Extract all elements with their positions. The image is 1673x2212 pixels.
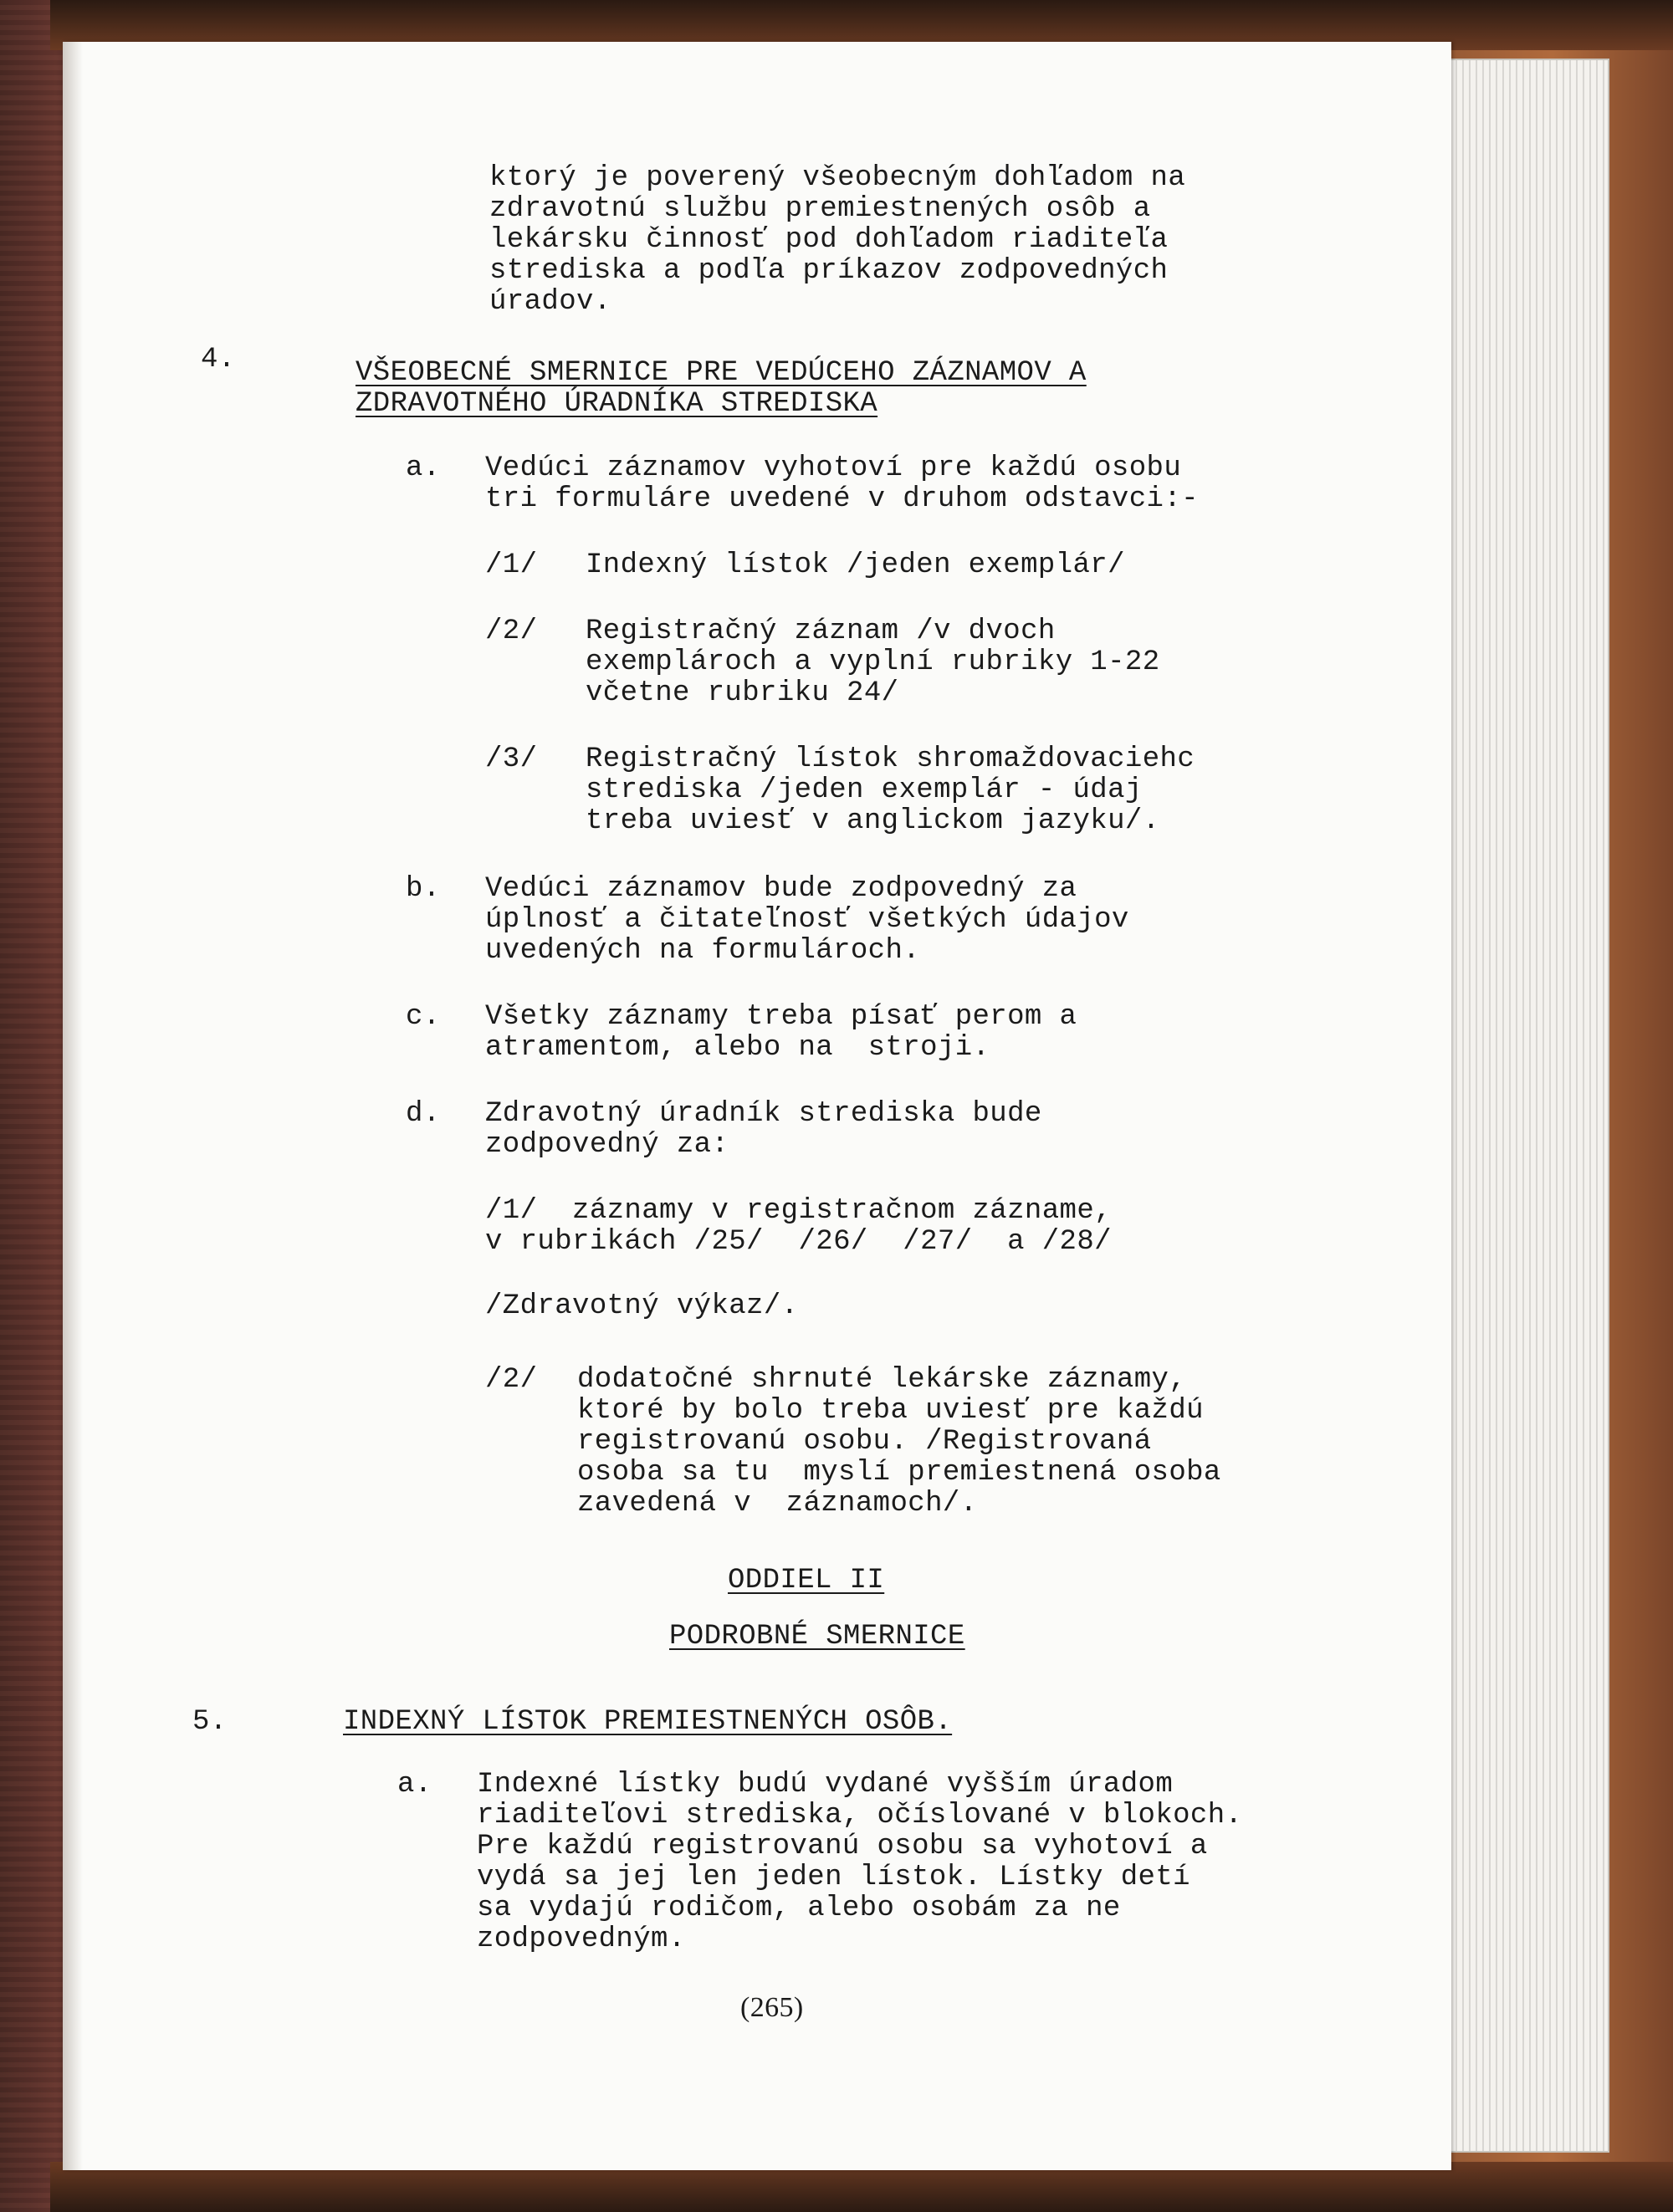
paragraph-line: riaditeľovi strediska, očíslované v blokoch.	[477, 1800, 1243, 1831]
section-heading: VŠEOBECNÉ SMERNICE PRE VEDÚCEHO ZÁZNAMOV A	[356, 357, 1087, 389]
subitem-line: Indexný lístok /jeden exemplár/	[586, 549, 1125, 581]
paragraph-line: zodpovedným.	[477, 1923, 686, 1955]
paragraph-line: Zdravotný úradník strediska bude	[485, 1098, 1042, 1130]
subitem-line: /1/ záznamy v registračnom zázname,	[485, 1195, 1112, 1227]
subitem-line: zavedená v záznamoch/.	[577, 1488, 978, 1520]
part-subtitle: PODROBNÉ SMERNICE	[669, 1621, 965, 1653]
item-marker: b.	[406, 873, 441, 905]
item-marker: a.	[397, 1769, 432, 1801]
subitem-line: Registračný lístok shromaždovaciehc	[586, 743, 1195, 775]
subitem-line: /Zdravotný výkaz/.	[485, 1290, 799, 1322]
subitem-line: v rubrikách /25/ /26/ /27/ a /28/	[485, 1226, 1112, 1258]
subitem-line: včetne rubriku 24/	[586, 677, 899, 709]
paragraph-line: úplnosť a čitateľnosť všetkých údajov	[485, 904, 1129, 936]
paragraph-line: vydá sa jej len jeden lístok. Lístky detí	[477, 1862, 1190, 1893]
page-gutter-shadow	[63, 42, 83, 2170]
page-number: (265)	[740, 1992, 804, 2023]
item-marker: d.	[406, 1098, 441, 1130]
document-page	[63, 42, 1451, 2170]
paragraph-line: uvedených na formulároch.	[485, 935, 921, 967]
subitem-line: registrovanú osobu. /Registrovaná	[577, 1426, 1152, 1458]
subitem-number: /2/	[485, 616, 538, 647]
paragraph-line: atramentom, alebo na stroji.	[485, 1032, 990, 1064]
paragraph-line: tri formuláre uvedené v druhom odstavci:-	[485, 483, 1199, 515]
paragraph-line: Vedúci záznamov vyhotoví pre každú osobu	[485, 452, 1182, 484]
subitem-line: strediska /jeden exemplár - údaj	[586, 774, 1143, 806]
subitem-line: exemplároch a vyplní rubriky 1-22	[586, 646, 1160, 678]
intro-line: zdravotnú službu premiestnených osôb a	[489, 193, 1151, 225]
subitem-number: /2/	[485, 1364, 538, 1396]
subitem-number: /3/	[485, 743, 538, 775]
subitem-line: ktoré by bolo treba uviesť pre každú	[577, 1395, 1204, 1427]
book-spine-cloth	[0, 0, 67, 2212]
intro-line: strediska a podľa príkazov zodpovedných	[489, 255, 1169, 287]
intro-line: úradov.	[489, 286, 611, 318]
paragraph-line: sa vydajú rodičom, alebo osobám za ne	[477, 1893, 1121, 1924]
paragraph-line: Vedúci záznamov bude zodpovedný za	[485, 873, 1077, 905]
paragraph-line: zodpovedný za:	[485, 1129, 729, 1161]
paragraph-line: Všetky záznamy treba písať perom a	[485, 1001, 1077, 1033]
part-title: ODDIEL II	[728, 1565, 885, 1596]
subitem-line: dodatočné shrnuté lekárske záznamy,	[577, 1364, 1187, 1396]
item-marker: c.	[406, 1001, 441, 1033]
subitem-line: Registračný záznam /v dvoch	[586, 616, 1056, 647]
section-number: 4.	[201, 344, 236, 375]
paragraph-line: Indexné lístky budú vydané vyšším úradom	[477, 1769, 1174, 1801]
intro-line: lekársku činnosť pod dohľadom riaditeľa	[489, 224, 1169, 256]
subitem-line: osoba sa tu myslí premiestnená osoba	[577, 1457, 1221, 1489]
item-marker: a.	[406, 452, 441, 484]
subitem-number: /1/	[485, 549, 538, 581]
paragraph-line: Pre každú registrovanú osobu sa vyhotoví a	[477, 1831, 1208, 1862]
subitem-line: treba uviesť v anglickom jazyku/.	[586, 805, 1160, 837]
section-heading: INDEXNÝ LÍSTOK PREMIESTNENÝCH OSÔB.	[343, 1706, 953, 1738]
section-number: 5.	[192, 1706, 228, 1738]
intro-line: ktorý je poverený všeobecným dohľadom na	[489, 162, 1186, 194]
section-heading: ZDRAVOTNÉHO ÚRADNÍKA STREDISKA	[356, 388, 878, 420]
